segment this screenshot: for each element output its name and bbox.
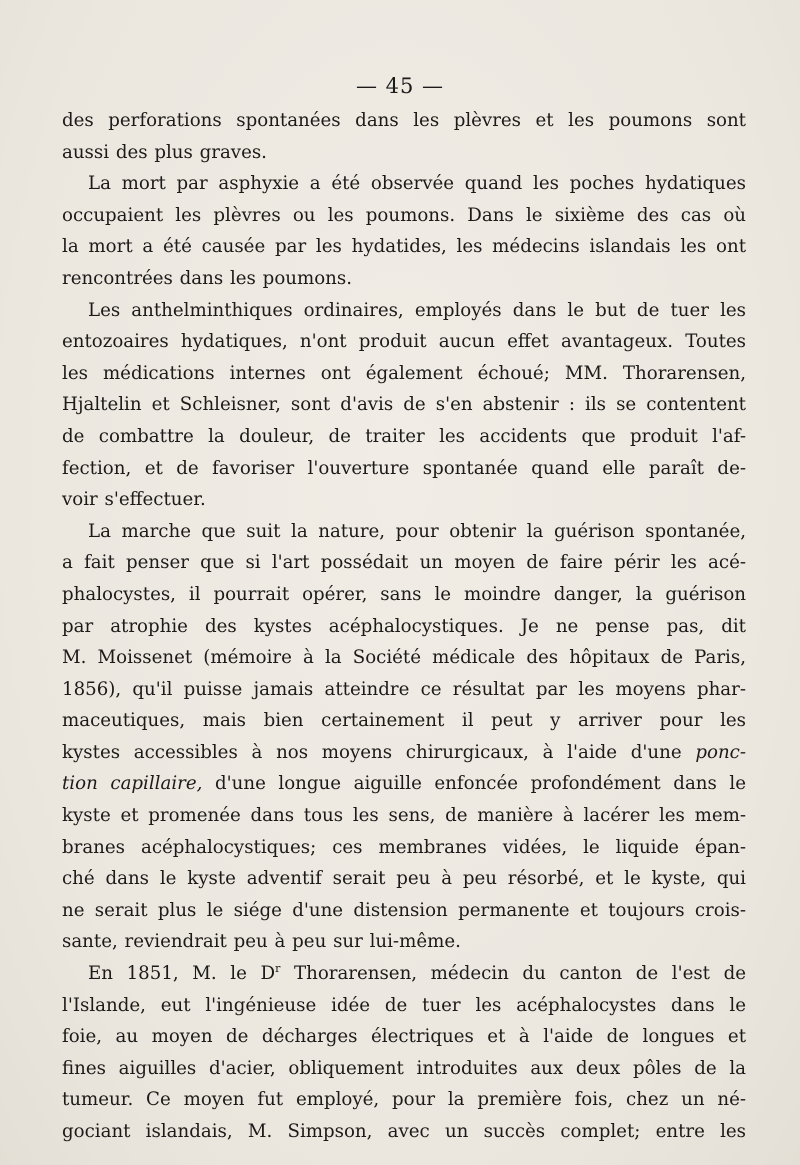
text-line — [62, 958, 746, 990]
line-text: rencontrées dans les poumons. — [62, 267, 353, 289]
text-line — [62, 326, 746, 358]
line-text: de combattre la douleur, de traiter les accidents que produit l'af- — [62, 425, 746, 447]
line-text: fection, et de favoriser l'ouverture spontanée quand elle paraît de- — [62, 457, 746, 479]
line-text: fines aiguilles d'acier, obliquement introduites aux deux pôles de la — [62, 1057, 746, 1079]
text-line — [62, 453, 746, 485]
line-text: Hjaltelin et Schleisner, sont d'avis de s'en abstenir : ils se contentent — [62, 394, 746, 416]
line-text: par atrophie des kystes acéphalocystiques. Je ne pense pas, dit — [62, 615, 746, 637]
line-text: gociant islandais, M. Simpson, avec un succès complet; entre les — [62, 1121, 746, 1142]
text-line — [62, 895, 746, 927]
text-line — [62, 295, 746, 327]
italic-text: ponc- — [695, 741, 746, 763]
text-line — [62, 231, 746, 263]
line-text: les médications internes ont également échoué; MM. Thorarensen, — [62, 362, 746, 384]
text-line — [62, 800, 746, 832]
line-text: 1856), qu'il puisse jamais atteindre ce résultat par les moyens phar- — [62, 678, 746, 700]
text-line — [62, 389, 746, 421]
text-line — [62, 926, 746, 958]
line-text: tumeur. Ce moyen fut employé, pour la première fois, chez un né- — [62, 1089, 746, 1111]
line-text: la mort a été causée par les hydatides, les médecins islandais les ont — [62, 236, 746, 258]
line-text: branes acéphalocystiques; ces membranes vidées, le liquide épan- — [62, 836, 746, 858]
text-line — [62, 1116, 746, 1148]
line-text: La mort par asphyxie a été observée quand les poches hydatiques — [88, 173, 746, 195]
line-text: Les anthelminthiques ordinaires, employés dans le but de tuer les — [88, 299, 746, 321]
line-text-tail: d'une longue aiguille enfoncée profondément dans le — [202, 773, 746, 795]
line-text: M. Moissenet (mémoire à la Société médicale des hôpitaux de Paris, — [62, 647, 746, 669]
line-text: La marche que suit la nature, pour obtenir la guérison spontanée, — [88, 520, 746, 542]
line-text: En 1851, M. le D — [88, 963, 276, 985]
text-line — [62, 642, 746, 674]
text-line — [62, 137, 746, 169]
text-line — [62, 263, 746, 295]
text-line — [62, 421, 746, 453]
text-line — [62, 705, 746, 737]
text-line — [62, 611, 746, 643]
line-text: foie, au moyen de décharges électriques et à l'aide de longues et — [62, 1026, 746, 1048]
text-line — [62, 863, 746, 895]
line-text: a fait penser que si l'art possédait un moyen de faire périr les acé- — [62, 552, 746, 574]
text-line — [62, 1021, 746, 1053]
page-number: — 45 — — [355, 74, 445, 98]
line-text: ché dans le kyste adventif serait peu à peu résorbé, et le kyste, qui — [62, 868, 746, 890]
line-text: kyste et promenée dans tous les sens, de manière à lacérer les mem- — [62, 805, 746, 827]
text-line — [62, 200, 746, 232]
text-line — [62, 1084, 746, 1116]
text-line — [62, 484, 746, 516]
text-line — [62, 768, 746, 800]
line-text: ne serait plus le siége d'une distension permanente et toujours crois- — [62, 899, 746, 921]
text-line — [62, 579, 746, 611]
body-text — [62, 105, 746, 1148]
text-line — [62, 832, 746, 864]
line-text: sante, reviendrait peu à peu sur lui-même. — [62, 931, 461, 953]
text-line — [62, 1053, 746, 1085]
line-text: kystes accessibles à nos moyens chirurgicaux, à l'aide d'une — [62, 741, 682, 763]
line-text: des perforations spontanées dans les plèvres et les poumons sont — [62, 110, 746, 131]
italic-text: tion capillaire, — [62, 773, 203, 795]
line-text: entozoaires hydatiques, n'ont produit aucun effet avantageux. Toutes — [62, 331, 746, 353]
text-line — [62, 105, 746, 137]
line-text: phalocystes, il pourrait opérer, sans le moindre danger, la guérison — [62, 583, 746, 605]
line-text: aussi des plus graves. — [62, 141, 267, 163]
line-text-tail: Thorarensen, médecin du canton de l'est de — [280, 963, 746, 985]
text-line — [62, 547, 746, 579]
line-text: occupaient les plèvres ou les poumons. Dans le sixième des cas où — [62, 204, 746, 226]
text-line — [62, 168, 746, 200]
text-line — [62, 516, 746, 548]
line-text: voir s'effectuer. — [62, 489, 206, 511]
text-line — [62, 737, 746, 769]
text-line — [62, 674, 746, 706]
text-line — [62, 990, 746, 1022]
line-text: l'Islande, eut l'ingénieuse idée de tuer les acéphalocystes dans le — [62, 994, 746, 1016]
superscript: r — [275, 961, 281, 975]
text-line — [62, 358, 746, 390]
line-text: maceutiques, mais bien certainement il peut y arriver pour les — [62, 710, 746, 732]
